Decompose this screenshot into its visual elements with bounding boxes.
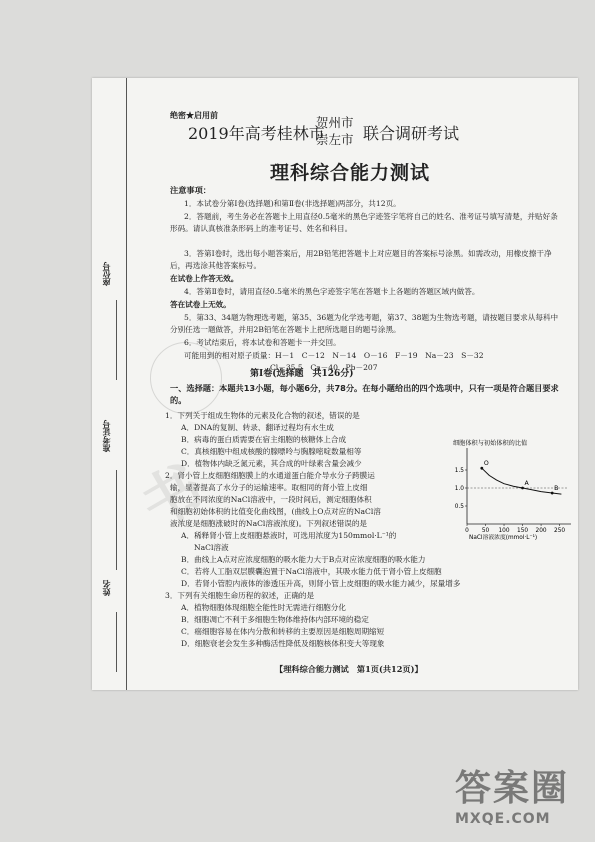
page-footer: 【理科综合能力测试 第1页(共12页)】 — [275, 664, 423, 674]
notice-item-3-warning: 在试卷上作答无效。 — [170, 274, 239, 283]
chart-point-label: A — [524, 480, 529, 487]
question-2-stem-line-3: 胞放在不同浓度的NaCl溶液中，一段时间后，测定细胞体积 — [170, 495, 372, 504]
notice-item-6: 6．考试结束后，将本试卷和答题卡一并交回。 — [184, 338, 341, 347]
question-1-option-d: D．植物体内缺乏氮元素，其合成的叶绿素含量会减少 — [181, 459, 362, 468]
exam-name: 联合调研考试 — [363, 124, 460, 143]
exam-year-city: 2019年高考桂林市 — [188, 124, 325, 143]
chart-point — [521, 487, 524, 490]
atomic-masses-line-2: Cl－35.5 Ca－40 Pb－207 — [270, 363, 378, 372]
notice-item-1: 1．本试卷分第Ⅰ卷(选择题)和第Ⅱ卷(非选择题)两部分，共12页。 — [184, 199, 401, 208]
chart-x-tick-label: 100 — [498, 528, 510, 534]
question-1-stem: 1．下列关于组成生物体的元素及化合物的叙述，错误的是 — [165, 411, 360, 420]
chart-point — [551, 492, 554, 495]
chart-point-label: B — [554, 485, 559, 493]
city-hezhou: 贺州市 — [316, 115, 354, 130]
question-2-stem-line-1: 2．肾小管上皮细胞细胞膜上的水通道蛋白能介导水分子跨膜运 — [165, 471, 375, 480]
question-1-option-c: C．真核细胞中组成核酸的腺嘌呤与胸腺嘧啶数量相等 — [181, 447, 362, 456]
question-2-stem-line-2: 输，显著提高了水分子的运输速率。取相同的肾小管上皮细 — [170, 483, 368, 492]
chart-plot-area — [455, 448, 571, 534]
chart-x-tick-label: 0 — [465, 528, 469, 534]
section-1-instruction: 一、选择题：本题共13小题，每小题6分，共78分。在每小题给出的四个选项中，只有一项是符合题目要求的。 — [170, 383, 559, 405]
chart-x-axis-label: NaCl溶液浓度(mmol·L⁻¹) — [469, 535, 538, 541]
cell-volume-chart — [445, 436, 575, 542]
chart-x-tick-label: 150 — [517, 528, 529, 534]
chart-y-tick-label: 1.0 — [454, 486, 464, 492]
binding-strip — [98, 78, 127, 690]
chart-title: 细胞体积与初始体积的比值 — [453, 440, 528, 447]
chart-series-line — [482, 468, 562, 494]
seat-number-label: 座位号 — [101, 262, 111, 286]
ticket-number-line — [116, 470, 117, 570]
question-3-option-b: B．细胞凋亡不利于多细胞生物体维持体内部环境的稳定 — [181, 615, 369, 624]
question-2-option-a: A．稀释肾小管上皮细胞悬液时，可选用浓度为150mmol·L⁻¹的 — [181, 531, 397, 540]
seat-number-line — [116, 300, 117, 380]
name-label: 姓名 — [101, 580, 111, 596]
question-3-option-c: C．癌细胞容易在体内分散和转移的主要原因是细胞周期缩短 — [181, 627, 385, 636]
question-3-stem: 3．下列有关细胞生命历程的叙述，正确的是 — [165, 591, 315, 600]
atomic-masses-line-1: 可能用到的相对原子质量：H－1 C－12 N－14 O－16 F－19 Na－23 S－32 — [184, 351, 484, 360]
city-chongzuo: 崇左市 — [316, 132, 354, 147]
chart-point-label: O — [483, 460, 489, 468]
site-logo — [455, 760, 585, 832]
question-2-option-a-cont: NaCl溶液 — [194, 543, 229, 552]
question-2-stem-line-4: 和细胞初始体积的比值变化曲线图，(曲线上O点对应的NaCl溶 — [170, 507, 381, 516]
logo-url: MXQE.COM — [455, 811, 551, 827]
chart-x-tick-label: 250 — [554, 528, 566, 534]
question-2-stem-line-5: 液浓度是细胞涨破时的NaCl溶液浓度)。下列叙述错误的是 — [170, 519, 368, 528]
notice-heading: 注意事项： — [170, 185, 211, 195]
notice-item-2: 2．答题前，考生务必在答题卡上用直径0.5毫米的黑色字迹签字笔将自己的姓名、准考证号填写清楚，并贴好条形码。请认真核准条形码上的准考证号、姓名和科目。 — [170, 212, 558, 233]
logo-text: 答案圈 — [455, 768, 570, 809]
question-2-option-b: B．曲线上A点对应浓度细胞的吸水能力大于B点对应浓度细胞的吸水能力 — [181, 555, 426, 564]
question-2-option-d: D．若肾小管腔内液体的渗透压升高，则肾小管上皮细胞的吸水能力减少，尿量增多 — [181, 579, 461, 588]
notice-item-4: 4．答第Ⅱ卷时，请用直径0.5毫米的黑色字迹签字笔在答题卡上各题的答题区域内做答。 — [184, 287, 480, 296]
notice-item-4-warning: 答在试卷上无效。 — [170, 300, 231, 309]
chart-y-tick-label: 1.5 — [454, 468, 464, 474]
chart-y-tick-label: 0.5 — [454, 504, 464, 510]
question-3-option-a: A．植物细胞体现细胞全能性时无需进行细胞分化 — [181, 603, 346, 612]
chart-x-tick-label: 200 — [535, 528, 547, 534]
chart-point — [480, 467, 483, 470]
subject-title: 理科综合能力测试 — [270, 162, 431, 184]
confidential-mark: 绝密★启用前 — [170, 110, 218, 120]
watermark-text: 书 — [129, 452, 216, 543]
question-2-option-c: C．若将人工脂双层膜囊泡置于NaCl溶液中，其吸水能力低于肾小管上皮细胞 — [181, 567, 442, 576]
ticket-number-label: 准考证号 — [101, 420, 111, 452]
section-1-heading: 第Ⅰ卷(选择题 共126分) — [250, 369, 354, 379]
name-line — [116, 612, 117, 672]
notice-item-5: 5．第33、34题为物理选考题，第35、36题为化学选考题，第37、38题为生物选考题，请按题目要求从每科中分别任选一题做答，并用2B铅笔在答题卡上把所选题目的题号涂黑。 — [170, 313, 559, 334]
chart-x-tick-label: 50 — [481, 528, 490, 534]
question-1-option-b: B．病毒的蛋白质需要在宿主细胞的核糖体上合成 — [181, 435, 347, 444]
question-1-option-a: A．DNA的复制、转录、翻译过程均有水生成 — [181, 423, 334, 432]
question-3-option-d: D．细胞衰老会发生多种酶活性降低及细胞核体积变大等现象 — [181, 639, 385, 648]
notice-item-3: 3．答第Ⅰ卷时，选出每小题答案后，用2B铅笔把答题卡上对应题目的答案标号涂黑。如需改动，用橡皮擦干净后，再选涂其他答案标号。 — [170, 249, 552, 270]
